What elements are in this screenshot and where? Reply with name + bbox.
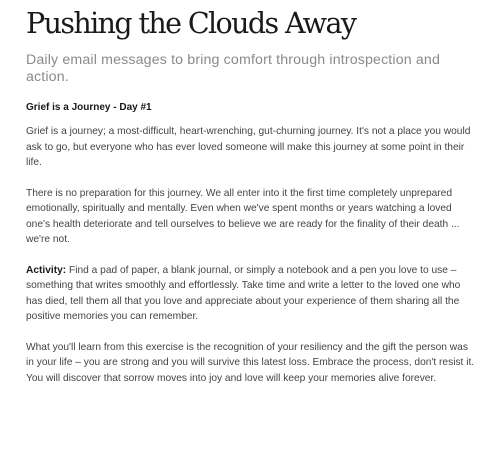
blog-subtitle: Daily email messages to bring comfort through introspection and action. xyxy=(26,52,440,85)
paragraph-intro: Grief is a journey; a most-difficult, heart-wrenching, gut-churning journey. It's not a place you would ask to go, but everyone who has ever loved someone will make this journey at some point in their life. xyxy=(26,126,471,168)
activity-label: Activity: xyxy=(26,264,67,276)
paragraph-activity xyxy=(26,263,476,325)
page-content xyxy=(26,6,476,386)
post-title: Grief is a Journey - Day #1 xyxy=(26,102,152,113)
blog-title: Pushing the Clouds Away xyxy=(26,7,356,40)
paragraph-preparation: There is no preparation for this journey. We all enter into it the first time completely unprepared emotionally, spiritually and mentally. Even when we've spent months or years watching a loved one's health deteriorate and tell ourselves to believe we are ready for the finality of their death ... we're not. xyxy=(26,187,460,245)
paragraph-lesson: What you'll learn from this exercise is the recognition of your resiliency and the gift the person was in your life – you are strong and you will survive this latest loss. Embrace the process, don't resist it. You will discover that sorrow moves into joy and love will keep your memories alive forever. xyxy=(26,341,475,384)
activity-text: Find a pad of paper, a blank journal, or simply a notebook and a pen you love to use – something that writes smoothly and effortlessly. Take time and write a letter to the loved one who has died, tell them all that you love and appreciate about your experience of them sharing all the positive memories you can remember. xyxy=(26,264,461,322)
